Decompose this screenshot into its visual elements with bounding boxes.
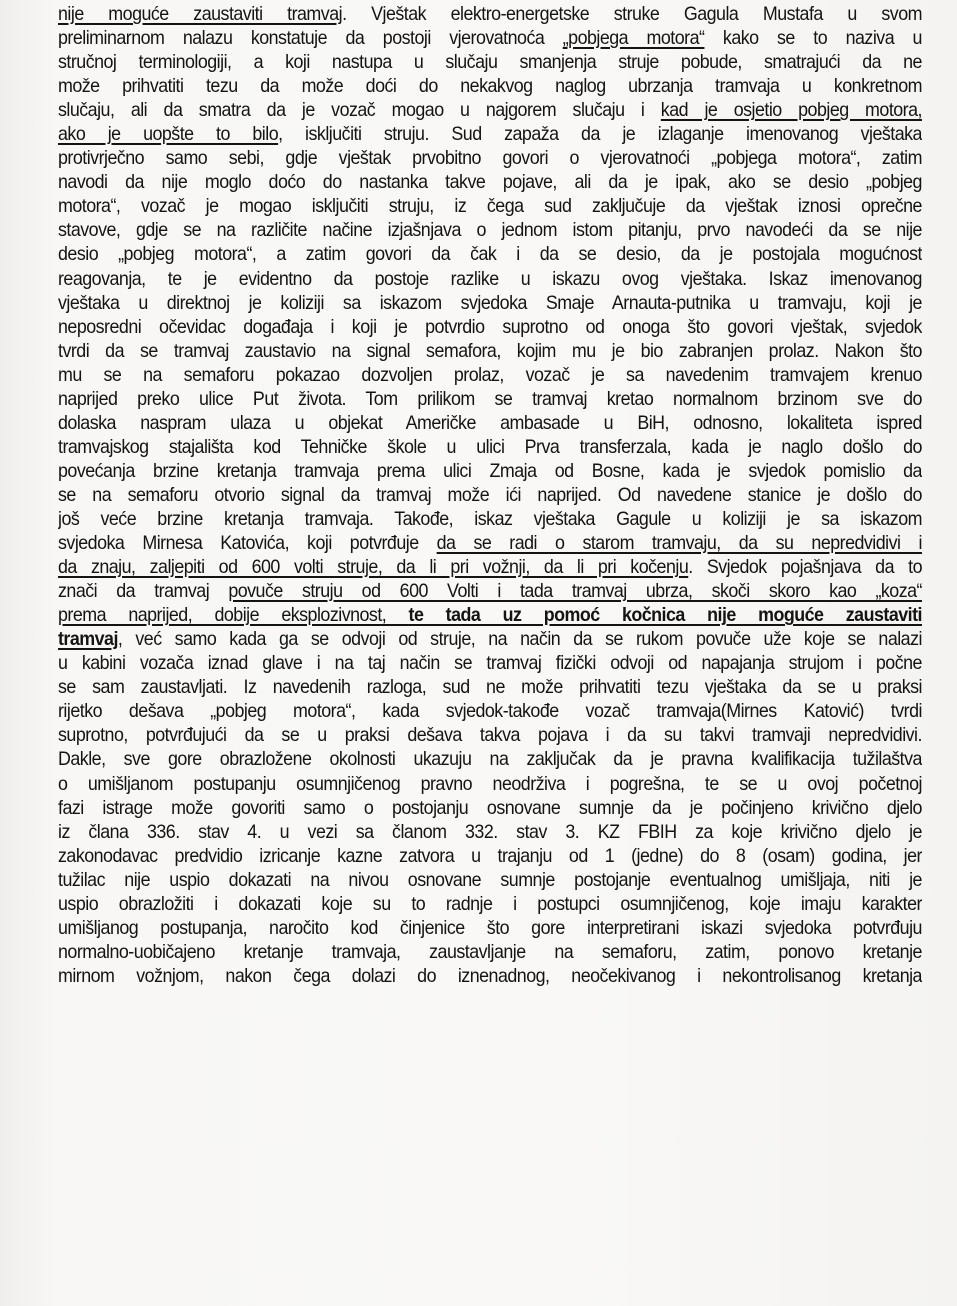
text-segment: protivrječno samo sebi, gdje vještak prvobitno govori o vjerovatnoći „pobjega motora“, zatim — [58, 148, 922, 170]
text-line — [58, 147, 922, 171]
text-line — [58, 797, 922, 821]
text-line — [58, 628, 922, 652]
text-segment: preliminarnom nalazu konstatuje da postoji vjerovatnoća — [58, 28, 563, 50]
text-line — [58, 99, 922, 123]
text-line — [58, 243, 922, 267]
underlined-text: da znaju, zaljepiti od 600 volti struje, da li pri vožnji, da li pri kočenju — [58, 557, 689, 579]
text-segment: stručnoj terminologiji, a koji nastupa u slučaju smanjenja struje pobude, smatrajući da ne — [58, 52, 922, 74]
text-segment: o umišljanom postupanju osumnjičenog pravno neodrživa i pogrešna, te se u ovoj početnoj — [58, 773, 922, 795]
underlined-text: prema naprijed, dobije eksplozivnost, — [58, 605, 409, 627]
text-segment: tvrdi da se tramvaj zaustavio na signal semafora, kojim mu je bio zabranjen prolaz. Nakon što — [58, 340, 922, 362]
text-segment: . Svjedok pojašnjava da to — [688, 557, 922, 579]
text-segment: znači da tramvaj — [58, 581, 229, 603]
underlined-text: povuče struju od 600 Volti i tada tramvaj ubrza, skoči skoro kao „koza“ — [228, 581, 922, 603]
text-line — [58, 652, 922, 676]
text-segment: naprijed preko ulice Put života. Tom prilikom se tramvaj kretao normalnom brzinom sve do — [58, 388, 922, 410]
text-segment: se sam zaustavljati. Iz navedenih razloga, sud ne može prihvatiti tezu vještaka da se u praksi — [58, 677, 922, 699]
text-segment: stavove, gdje se na različite načine izjašnjava o jednom istom pitanju, prvo navodeći da se nije — [58, 220, 922, 242]
text-segment: mirnom vožnjom, nakon čega dolazi do iznenadnog, neočekivanog i nekontrolisanog kretanja — [58, 965, 922, 987]
text-segment: svjedoka Mirnesa Katovića, koji potvrđuje — [58, 533, 437, 555]
text-line — [58, 388, 922, 412]
text-segment: , isključiti struju. Sud zapaža da je izlaganje imenovanog vještaka — [278, 124, 922, 146]
underlined-text: nije moguće zaustaviti tramvaj — [58, 4, 343, 25]
text-segment: normalno-uobičajeno kretanje tramvaja, zaustavljanje na semaforu, zatim, ponovo kretanje — [58, 941, 922, 963]
text-line — [58, 532, 922, 556]
text-line — [58, 748, 922, 772]
text-line — [58, 941, 922, 965]
text-line — [58, 27, 922, 51]
text-segment: desio „pobjeg motora“, a zatim govori da čak i da se desio, da je postojala mogućnost — [58, 244, 922, 266]
text-segment: Dakle, sve gore obrazložene okolnosti ukazuju na zaključak da je pravna kvalifikacija tužilaštva — [58, 749, 922, 771]
text-segment: reagovanja, te je evidentno da postoje razlike u iskazu ovog vještaka. Iskaz imenovanog — [58, 268, 922, 290]
text-line — [58, 724, 922, 748]
text-line — [58, 316, 922, 340]
text-segment: motora“, vozač je mogao isključiti struju, iz čega sud zaključuje da vještak iznosi oprečne — [58, 196, 922, 218]
text-segment: navodi da nije moglo doćo do nastanka takve pojave, ali da je ipak, ako se desio „pobjeg — [58, 172, 922, 194]
text-line — [58, 436, 922, 460]
underlined-text: ako je uopšte to bilo — [58, 124, 279, 146]
text-segment: tužilac nije uspio dokazati na nivou osnovane sumnje postojanje eventualnog umišljaja, niti je — [58, 869, 922, 891]
text-segment: . Vještak elektro-energetske struke Gagula Mustafa u svom — [342, 4, 922, 25]
text-segment: slučaju, ali da smatra da je vozač mogao u najgorem slučaju i — [58, 100, 661, 122]
text-segment: umišljanog postupanja, naročito kod činjenice što gore interpretirani iskazi svjedoka potvrđuju — [58, 917, 922, 939]
text-line — [58, 821, 922, 845]
text-line — [58, 869, 922, 893]
text-line — [58, 364, 922, 388]
text-segment: neposredni očevidac događaja i koji je potvrdio suprotno od onoga što govori vještak, svjedok — [58, 316, 922, 338]
text-line — [58, 604, 922, 628]
underlined-text: kad je osjetio pobjeg motora, — [660, 100, 922, 122]
text-segment: kako se to naziva u — [704, 28, 922, 50]
text-segment: povećanja brzine kretanja tramvaja prema ulici Zmaja od Bosne, kada je svjedok pomislio da — [58, 460, 922, 482]
text-line — [58, 195, 922, 219]
text-segment: suprotno, potvrđujući da se u praksi dešava takva pojava i da su takvi tramvaji nepredvidivi. — [58, 725, 922, 747]
text-segment: iz člana 336. stav 4. u vezi sa članom 332. stav 3. KZ FBIH za koje krivično djelo je — [58, 821, 922, 843]
text-segment: može prihvatiti tezu da može doći do nekakvog naglog ubrzanja tramvaja u konkretnom — [58, 76, 922, 98]
bold-underlined-text: tramvaj — [58, 629, 118, 651]
text-segment: vještaka u direktnoj je koliziji sa iskazom svjedoka Smaje Arnauta-putnika u tramvaju, koji je — [58, 292, 922, 314]
bold-underlined-text: te tada uz pomoć kočnica nije moguće zaustaviti — [408, 605, 922, 627]
text-line — [58, 340, 922, 364]
text-line — [58, 508, 922, 532]
text-segment: tramvajskog stajališta kod Tehničke škole u ulici Prva transferzala, kada je naglo došlo do — [58, 436, 922, 458]
text-line — [58, 3, 922, 27]
text-segment: , već samo kada ga se odvoji od struje, na način da se rukom povuče uže koje se nalazi — [117, 629, 922, 651]
text-line — [58, 292, 922, 316]
text-segment: zakonodavac predvidio izricanje kazne zatvora u trajanju od 1 (jedne) do 8 (osam) godina, jer — [58, 845, 922, 867]
text-line — [58, 917, 922, 941]
text-line — [58, 580, 922, 604]
document-body — [58, 3, 922, 989]
text-line — [58, 484, 922, 508]
text-line — [58, 893, 922, 917]
text-segment: se na semaforu otvorio signal da tramvaj može ići naprijed. Od navedene stanice je došlo do — [58, 484, 922, 506]
text-line — [58, 460, 922, 484]
text-line — [58, 965, 922, 989]
text-line — [58, 845, 922, 869]
text-line — [58, 676, 922, 700]
underlined-text: „pobjega motora“ — [562, 28, 705, 50]
text-segment: fazi istrage može govoriti samo o postojanju osnovane sumnje da je počinjeno krivično djelo — [58, 797, 922, 819]
text-segment: dolaska naspram ulaza u objekat Američke ambasade u BiH, odnosno, lokaliteta ispred — [58, 412, 922, 434]
text-line — [58, 773, 922, 797]
text-line — [58, 556, 922, 580]
text-line — [58, 700, 922, 724]
text-line — [58, 75, 922, 99]
text-segment: u kabini vozača iznad glave i na taj način se tramvaj fizički odvoji od napajanja strujom i počne — [58, 653, 922, 675]
text-line — [58, 123, 922, 147]
text-line — [58, 412, 922, 436]
underlined-text: da se radi o starom tramvaju, da su nepredvidivi i — [436, 533, 922, 555]
text-segment: uspio obrazložiti i dokazati koje su to radnje i postupci osumnjičenog, koje imaju karakter — [58, 893, 922, 915]
text-line — [58, 268, 922, 292]
text-segment: još veće brzine kretanja tramvaja. Takođe, iskaz vještaka Gagule u koliziji je sa iskazom — [58, 508, 922, 530]
text-segment: rijetko dešava „pobjeg motora“, kada svjedok-takođe vozač tramvaja(Mirnes Katović) tvrdi — [58, 701, 922, 723]
text-line — [58, 51, 922, 75]
text-segment: mu se na semaforu pokazao dozvoljen prolaz, vozač je sa navedenim tramvajem krenuo — [58, 364, 922, 386]
text-line — [58, 171, 922, 195]
text-line — [58, 219, 922, 243]
